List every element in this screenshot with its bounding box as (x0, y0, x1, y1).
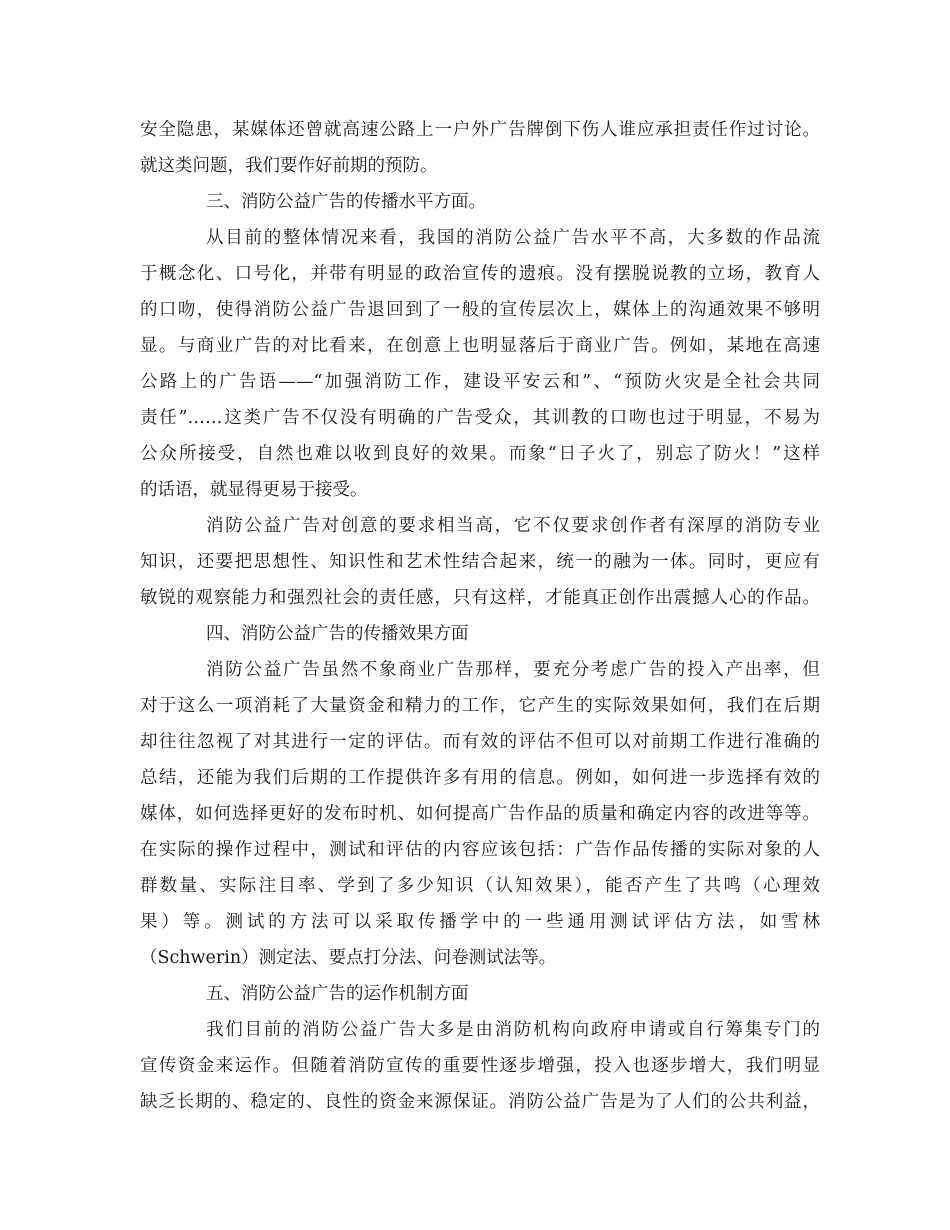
section-heading: 四、消防公益广告的传播效果方面 (206, 624, 469, 644)
text-line: 消防公益广告对创意的要求相当高，它不仅要求创作者有深厚的消防专业 (206, 516, 820, 536)
text-line: 敏锐的观察能力和强烈社会的责任感，只有这样，才能真正创作出震撼人心的作品。 (140, 588, 820, 608)
text-line: 对于这么一项消耗了大量资金和精力的工作，它产生的实际效果如何，我们在后期 (140, 696, 820, 716)
text-line: 媒体，如何选择更好的发布时机、如何提高广告作品的质量和确定内容的改进等等。 (140, 804, 820, 824)
text-line: 公众所接受，自然也难以收到良好的效果。而象“日子火了，别忘了防火！”这样 (140, 444, 820, 464)
text-line: 果）等。测试的方法可以采取传播学中的一些通用测试评估方法，如雪林 (140, 912, 820, 932)
text-line: 知识，还要把思想性、知识性和艺术性结合起来，统一的融为一体。同时，更应有 (140, 552, 820, 572)
text-line: 安全隐患，某媒体还曾就高速公路上一户外广告牌倒下伤人谁应承担责任作过讨论。 (140, 120, 820, 140)
text-line: 从目前的整体情况来看，我国的消防公益广告水平不高，大多数的作品流 (206, 228, 820, 248)
text-line: 缺乏长期的、稳定的、良性的资金来源保证。消防公益广告是为了人们的公共利益， (140, 1092, 820, 1112)
text-line: 消防公益广告虽然不象商业广告那样，要充分考虑广告的投入产出率，但 (206, 660, 820, 680)
text-line: 在实际的操作过程中，测试和评估的内容应该包括：广告作品传播的实际对象的人 (140, 840, 820, 860)
text-line: 的口吻，使得消防公益广告退回到了一般的宣传层次上，媒体上的沟通效果不够明 (140, 300, 820, 320)
text-line: 群数量、实际注目率、学到了多少知识（认知效果），能否产生了共鸣（心理效 (140, 876, 820, 896)
text-line: 的话语，就显得更易于接受。 (140, 480, 368, 500)
text-line: 就这类问题，我们要作好前期的预防。 (140, 156, 438, 176)
text-line: （Schwerin）测定法、要点打分法、问卷测试法等。 (140, 948, 557, 968)
text-line: 宣传资金来运作。但随着消防宣传的重要性逐步增强，投入也逐步增大，我们明显 (140, 1056, 820, 1076)
text-line: 我们目前的消防公益广告大多是由消防机构向政府申请或自行筹集专门的 (206, 1020, 820, 1040)
text-line: 责任”……这类广告不仅没有明确的广告受众，其训教的口吻也过于明显，不易为 (140, 408, 820, 428)
text-line: 公路上的广告语——“加强消防工作，建设平安云和”、“预防火灾是全社会共同 (140, 372, 820, 392)
text-line: 显。与商业广告的对比看来，在创意上也明显落后于商业广告。例如，某地在高速 (140, 336, 820, 356)
text-line: 于概念化、口号化，并带有明显的政治宣传的遗痕。没有摆脱说教的立场，教育人 (140, 264, 820, 284)
section-heading: 三、消防公益广告的传播水平方面。 (206, 192, 486, 212)
text-line: 却往往忽视了对其进行一定的评估。而有效的评估不但可以对前期工作进行准确的 (140, 732, 820, 752)
text-line: 总结，还能为我们后期的工作提供许多有用的信息。例如，如何进一步选择有效的 (140, 768, 820, 788)
section-heading: 五、消防公益广告的运作机制方面 (206, 984, 469, 1004)
